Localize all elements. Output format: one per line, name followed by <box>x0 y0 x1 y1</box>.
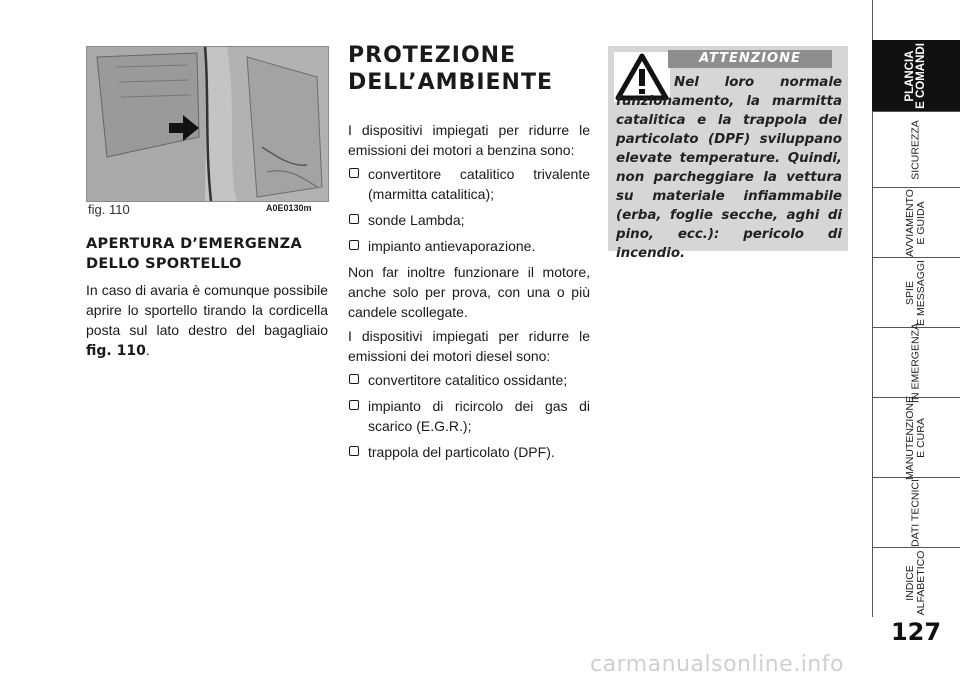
tab-indice-alfabetico[interactable]: INDICE ALFABETICO <box>904 550 927 616</box>
list-item: convertitore catalitico trivalente (marmitta catalitica); <box>348 164 590 204</box>
tab-manutenzione-e-cura[interactable]: MANUTENZIONE E CURA <box>872 398 960 478</box>
figure-caption: fig. 110 <box>88 202 130 217</box>
warning-text: Nel loro normale funzionamento, la marmitta catalitica e la trappola del particolato (DPF) sviluppano elevate temperature. Quindi, non parcheggiare la vettura su materiale infiammabile (erba, foglie secche, aghi di pino, ecc.): pericolo di incendio. <box>616 75 842 261</box>
trunk-drawing <box>87 47 328 201</box>
figure-code: A0E0130m <box>266 203 312 213</box>
spark-plug-note: Non far inoltre funzionare il motore, anche solo per prova, con una o più candele scollegate. <box>348 264 590 320</box>
chapter-tabs <box>872 0 960 689</box>
tab-plancia-e-comandi[interactable]: PLANCIA E COMANDI <box>872 40 960 112</box>
checkbox-bullet-icon <box>349 400 359 410</box>
diesel-intro: I dispositivi impiegati per ridurre le emissioni dei motori diesel sono: <box>348 328 590 364</box>
figure-trunk-illustration <box>86 46 329 202</box>
list-item: convertitore catalitico ossidante; <box>348 370 590 390</box>
left-column <box>86 234 328 361</box>
list-item: impianto di ricircolo dei gas di scarico (E.G.R.); <box>348 396 590 436</box>
tab-in-emergenza[interactable]: IN EMERGENZA <box>872 328 960 398</box>
checkbox-bullet-icon <box>349 446 359 456</box>
tab-spie-e-messaggi[interactable]: SPIE E MESSAGGI <box>872 258 960 328</box>
emergency-opening-paragraph: In caso di avaria è comunque possibile aprire lo sportello tirando la cordicella posta sul lato destro del bagagliaio fig. 110. <box>86 282 328 359</box>
petrol-intro: I dispositivi impiegati per ridurre le emissioni dei motori a benzina sono: <box>348 122 590 158</box>
list-item: sonde Lambda; <box>348 210 590 230</box>
middle-column <box>348 42 590 468</box>
tab-sicurezza[interactable]: SICUREZZA <box>872 112 960 188</box>
page-number: 127 <box>890 618 942 646</box>
section-title-environment: PROTEZIONE DELL’AMBIENTE <box>348 43 553 95</box>
tab-avviamento-e-guida[interactable]: AVVIAMENTO E GUIDA <box>872 188 960 258</box>
figure-reference: fig. 110 <box>86 343 146 359</box>
warning-label: ATTENZIONE <box>668 50 832 68</box>
checkbox-bullet-icon <box>349 240 359 250</box>
list-item: impianto antievaporazione. <box>348 236 590 256</box>
checkbox-bullet-icon <box>349 168 359 178</box>
watermark-text: carmanualsonline.info <box>590 652 844 677</box>
checkbox-bullet-icon <box>349 214 359 224</box>
tab-dati-tecnici[interactable]: DATI TECNICI <box>872 478 960 548</box>
list-item: trappola del particolato (DPF). <box>348 442 590 462</box>
diesel-devices-list <box>348 370 590 462</box>
section-title-emergency-opening: APERTURA D’EMERGENZA DELLO SPORTELLO <box>86 236 302 272</box>
petrol-devices-list <box>348 164 590 256</box>
checkbox-bullet-icon <box>349 374 359 384</box>
